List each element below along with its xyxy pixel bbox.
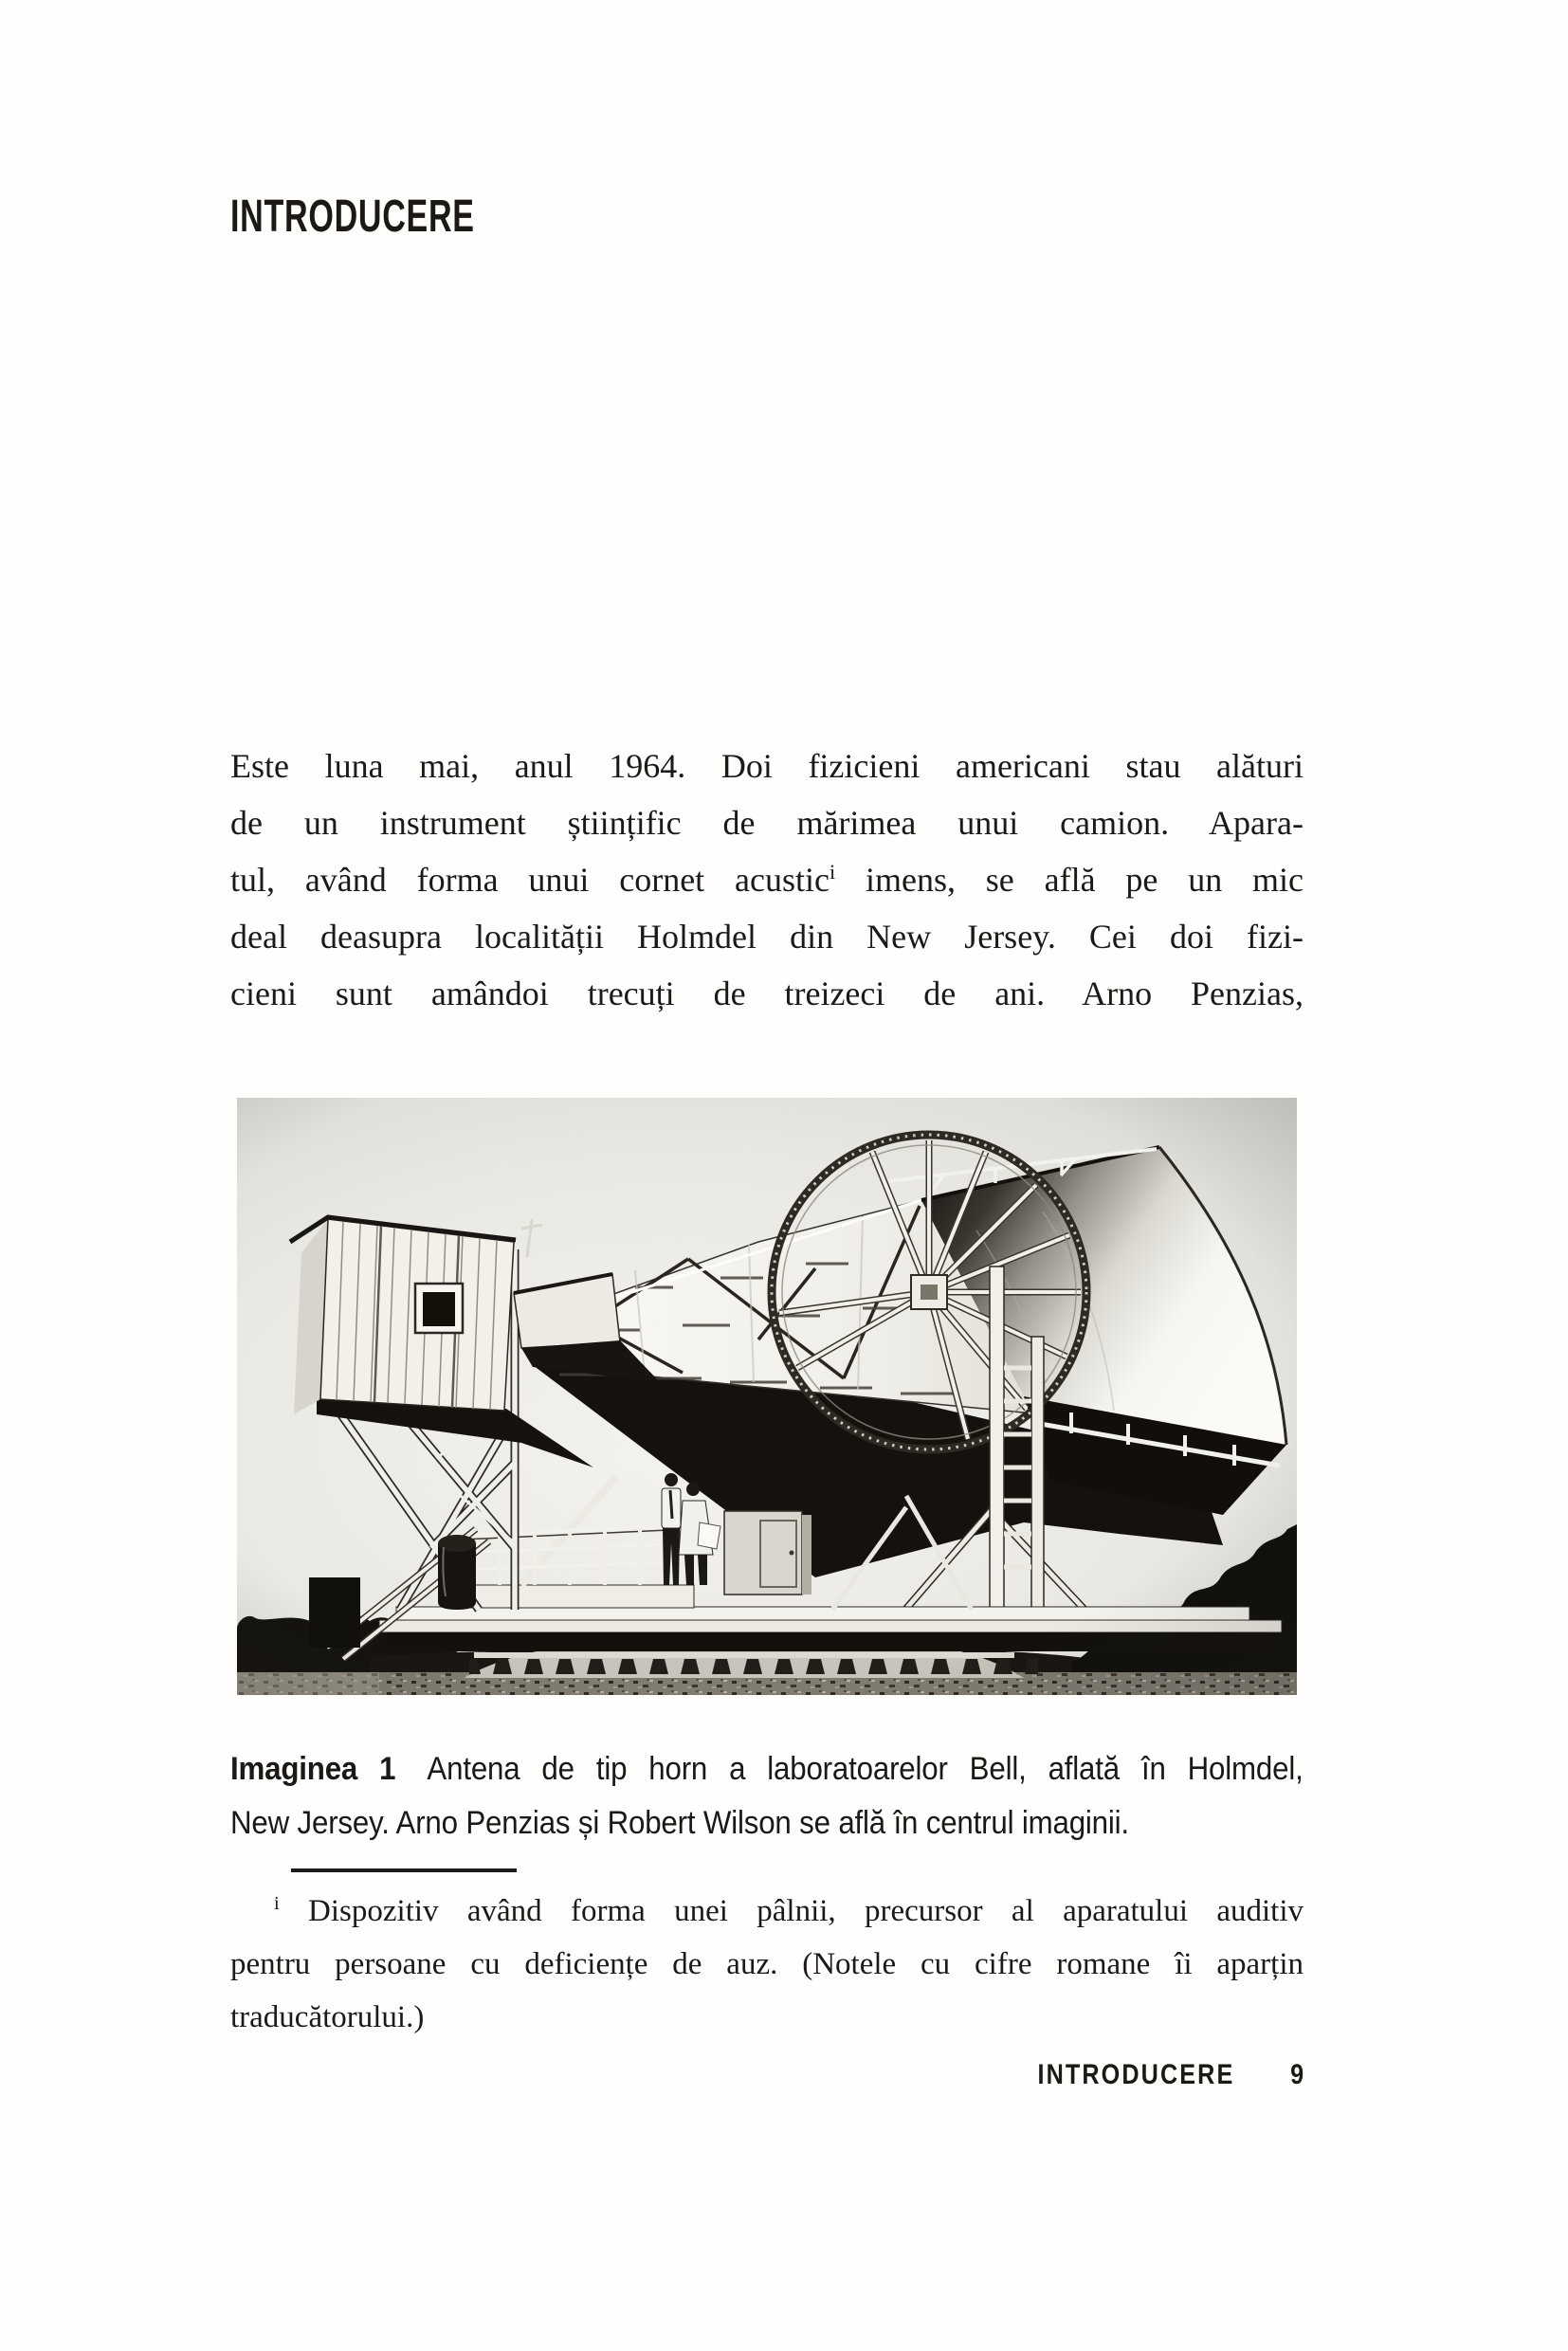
footnote-line: pentru persoane cu deficiențe de auz. (Notele cu cifre romane îi aparțin	[230, 1947, 1304, 1981]
footnote-line: traducătorului.)	[230, 2000, 425, 2034]
body-paragraph	[230, 738, 1304, 1022]
body-line: deal deasupra localității Holmdel din New Jersey. Cei doi fizi-	[230, 918, 1304, 956]
footer-section-label: INTRODUCERE	[1037, 2059, 1235, 2090]
footnote-rule	[291, 1868, 517, 1872]
figure-caption	[230, 1742, 1304, 1850]
body-line-text: imens, se află pe un mic	[835, 861, 1304, 899]
caption-line: New Jersey. Arno Penzias și Robert Wilson se află în centrul imaginii.	[230, 1805, 1129, 1841]
body-line: de un instrument științific de mărimea unui camion. Apara-	[230, 804, 1304, 842]
caption-label: Imaginea 1	[230, 1751, 396, 1787]
running-footer	[1037, 2059, 1304, 2091]
page-number: 9	[1289, 2059, 1304, 2090]
body-line: cieni sunt amândoi trecuți de treizeci de ani. Arno Penzias,	[230, 975, 1304, 1012]
horn-antenna-photo	[237, 1098, 1297, 1695]
footnote-line	[230, 1885, 1304, 1938]
caption-text: Antena de tip horn a laboratoarelor Bell, aflată în Holmdel,	[427, 1751, 1304, 1787]
chapter-title: INTRODUCERE	[230, 191, 475, 242]
caption-line	[230, 1742, 1304, 1796]
photo-vignette	[237, 1098, 1297, 1695]
footnote	[230, 1885, 1304, 2044]
body-line-text: tul, având forma unui cornet acustic	[230, 861, 830, 899]
footnote-text: Dispozitiv având forma unei pâlnii, precursor al aparatului auditiv	[308, 1894, 1304, 1928]
body-line: Este luna mai, anul 1964. Doi fizicieni americani stau alături	[230, 747, 1304, 785]
figure-photo	[237, 1098, 1297, 1695]
footnote-marker: i	[274, 1893, 280, 1914]
footnote-reference: i	[829, 860, 836, 884]
body-line	[230, 851, 1304, 908]
